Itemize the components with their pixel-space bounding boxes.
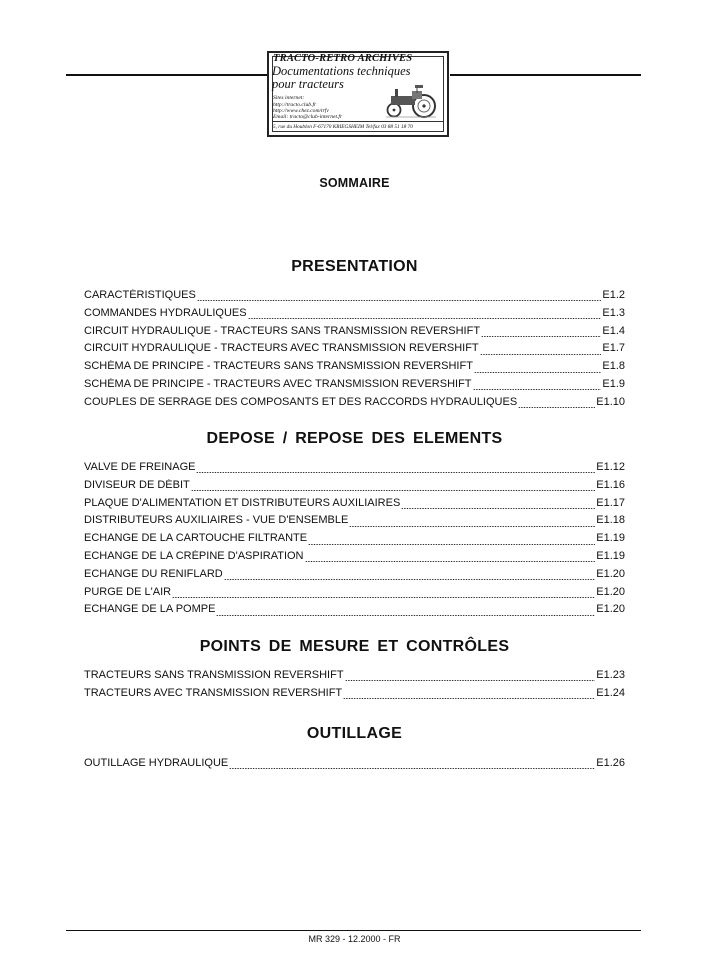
toc-entry-label: CIRCUIT HYDRAULIQUE - TRACTEURS AVEC TRANSMISSION REVERSHIFT — [84, 342, 479, 355]
toc-entry[interactable] — [84, 396, 625, 414]
toc-entry[interactable] — [84, 479, 625, 497]
leader-dots — [480, 354, 602, 355]
section-title-presentation: PRESENTATION — [291, 258, 418, 275]
toc-entry-page: E1.26 — [596, 757, 625, 769]
toc-entry-label: ECHANGE DE LA CRÉPINE D'ASPIRATION — [84, 549, 304, 562]
toc-entry-label: COMMANDES HYDRAULIQUES — [84, 306, 247, 319]
logo-subtitle-2: pour tracteurs — [272, 77, 344, 91]
toc-entry-page: E1.10 — [596, 395, 625, 408]
toc-entry-label: SCHÉMA DE PRINCIPE - TRACTEURS AVEC TRANSMISSION REVERSHIFT — [84, 377, 472, 390]
toc-entry[interactable] — [84, 461, 625, 479]
toc-entry-page: E1.9 — [602, 377, 625, 390]
leader-dots — [349, 526, 595, 527]
toc-entry[interactable] — [84, 514, 625, 532]
toc-entry-label: TRACTEURS SANS TRANSMISSION REVERSHIFT — [84, 669, 344, 681]
header-rule-right — [450, 74, 641, 76]
toc-entry-page: E1.20 — [596, 603, 625, 616]
leader-dots — [343, 698, 595, 699]
toc-entry[interactable] — [84, 342, 625, 360]
toc-entry-page: E1.23 — [596, 669, 625, 681]
section-title-points-de-mesure: POINTS DE MESURE ET CONTRÔLES — [199, 638, 510, 655]
leader-dots — [248, 318, 602, 319]
toc-entry-label: PLAQUE D'ALIMENTATION ET DISTRIBUTEURS AUXILIAIRES — [84, 496, 401, 509]
toc-entry-page: E1.19 — [596, 549, 625, 562]
footer-reference: MR 329 - 12.2000 - FR — [308, 934, 401, 944]
logo-title: TRACTO-RETRO ARCHIVES — [273, 53, 413, 64]
toc-entry-page: E1.16 — [596, 478, 625, 491]
toc-entry[interactable] — [84, 687, 625, 705]
tracto-retro-logo — [267, 51, 449, 137]
toc-entry[interactable] — [84, 568, 625, 586]
leader-dots — [345, 680, 596, 681]
leader-dots — [224, 579, 596, 580]
toc-outillage — [84, 757, 625, 775]
leader-dots — [197, 300, 602, 301]
toc-entry-page: E1.4 — [602, 324, 625, 337]
tractor-icon — [381, 83, 439, 119]
leader-dots — [474, 372, 601, 373]
leader-dots — [481, 336, 601, 337]
toc-presentation — [84, 289, 625, 414]
toc-entry-label: PURGE DE L'AIR — [84, 585, 172, 598]
logo-sites-label: Sites internet: — [273, 95, 305, 101]
leader-dots — [196, 472, 595, 473]
toc-entry-label: SCHÉMA DE PRINCIPE - TRACTEURS SANS TRANSMISSION REVERSHIFT — [84, 360, 473, 373]
toc-entry-label: CARACTÉRISTIQUES — [84, 289, 196, 301]
toc-entry-label: COUPLES DE SERRAGE DES COMPOSANTS ET DES RACCORDS HYDRAULIQUES — [84, 395, 518, 408]
toc-entry-label: VALVE DE FREINAGE — [84, 461, 196, 473]
toc-entry[interactable] — [84, 307, 625, 325]
toc-entry-page: E1.20 — [596, 567, 625, 580]
logo-address: 5, rue du Houblon F-67170 KRIEGSHEIM Tel/fax 03 88 51 18 70 — [273, 124, 413, 130]
leader-dots — [191, 490, 596, 491]
toc-points-de-mesure — [84, 669, 625, 705]
logo-site-2: http://www.chez.com/trfv — [273, 108, 329, 114]
document-heading: SOMMAIRE — [319, 176, 390, 190]
leader-dots — [305, 561, 596, 562]
leader-dots — [401, 508, 595, 509]
toc-entry-page: E1.18 — [596, 514, 625, 527]
toc-entry-label: CIRCUIT HYDRAULIQUE - TRACTEURS SANS TRANSMISSION REVERSHIFT — [84, 324, 481, 337]
toc-entry-page: E1.19 — [596, 532, 625, 545]
logo-email: Email: tracto@club-internet.fr — [273, 114, 343, 120]
toc-entry-label: ECHANGE DU RENIFLARD — [84, 567, 223, 580]
toc-entry-label: OUTILLAGE HYDRAULIQUE — [84, 757, 229, 769]
toc-entry-page: E1.8 — [602, 360, 625, 373]
leader-dots — [172, 597, 595, 598]
footer-rule — [66, 930, 641, 931]
toc-entry-page: E1.2 — [602, 289, 625, 301]
section-title-outillage: OUTILLAGE — [306, 725, 403, 742]
leader-dots — [518, 407, 595, 408]
logo-subtitle-1: Documentations techniques — [272, 64, 411, 78]
toc-entry[interactable] — [84, 360, 625, 378]
header-rule-left — [66, 74, 268, 76]
toc-entry-page: E1.7 — [602, 342, 625, 355]
toc-entry-label: ECHANGE DE LA CARTOUCHE FILTRANTE — [84, 532, 308, 545]
toc-entry-label: TRACTEURS AVEC TRANSMISSION REVERSHIFT — [84, 686, 343, 699]
toc-entry-page: E1.12 — [596, 461, 625, 473]
toc-entry[interactable] — [84, 586, 625, 604]
toc-entry-label: ECHANGE DE LA POMPE — [84, 603, 216, 616]
leader-dots — [229, 768, 595, 769]
toc-entry[interactable] — [84, 497, 625, 515]
toc-entry[interactable] — [84, 550, 625, 568]
leader-dots — [308, 544, 595, 545]
toc-entry[interactable] — [84, 603, 625, 621]
section-title-depose-repose: DEPOSE / REPOSE DES ELEMENTS — [206, 430, 503, 447]
toc-entry[interactable] — [84, 669, 625, 687]
toc-entry[interactable] — [84, 757, 625, 775]
toc-entry-label: DIVISEUR DE DÉBIT — [84, 478, 190, 491]
leader-dots — [473, 389, 602, 390]
toc-entry-page: E1.20 — [596, 585, 625, 598]
leader-dots — [216, 615, 595, 616]
toc-entry-page: E1.3 — [602, 306, 625, 319]
toc-entry[interactable] — [84, 532, 625, 550]
toc-entry-label: DISTRIBUTEURS AUXILIAIRES - VUE D'ENSEMBLE — [84, 514, 349, 527]
toc-entry[interactable] — [84, 325, 625, 343]
toc-entry[interactable] — [84, 289, 625, 307]
toc-entry-page: E1.17 — [596, 496, 625, 509]
toc-entry-page: E1.24 — [596, 686, 625, 699]
logo-separator — [272, 121, 444, 122]
toc-entry[interactable] — [84, 378, 625, 396]
toc-depose-repose — [84, 461, 625, 621]
logo-site-1: http://tracto.club.fr — [273, 102, 317, 108]
